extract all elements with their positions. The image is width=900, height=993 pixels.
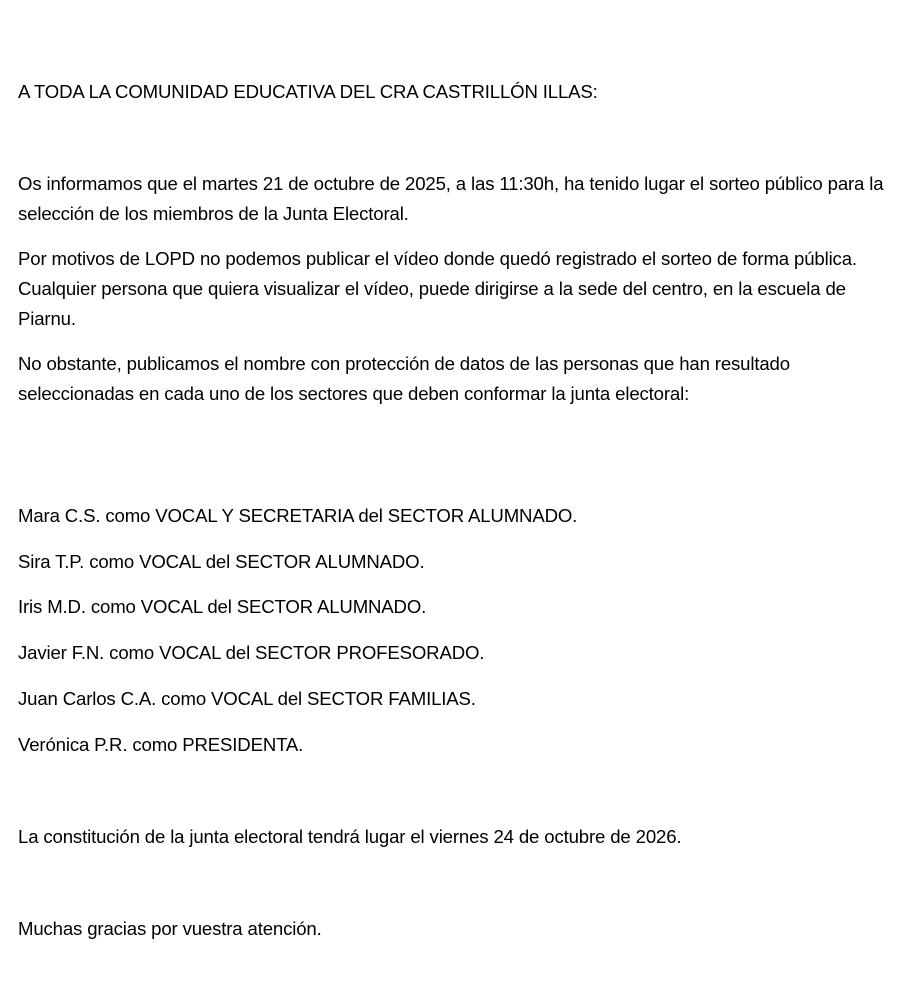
paragraph-sorteo: Os informamos que el martes 21 de octubre de 2025, a las 11:30h, ha tenido lugar el sorteo público para la selección de los miembros de la Junta Electoral. — [18, 173, 884, 224]
member-line: Iris M.D. como VOCAL del SECTOR ALUMNADO. — [18, 596, 427, 617]
member-line: Verónica P.R. como PRESIDENTA. — [18, 734, 304, 755]
member-line: Mara C.S. como VOCAL Y SECRETARIA del SECTOR ALUMNADO. — [18, 505, 578, 526]
member-line: Javier F.N. como VOCAL del SECTOR PROFESORADO. — [18, 642, 485, 663]
member-line: Juan Carlos C.A. como VOCAL del SECTOR FAMILIAS. — [18, 688, 476, 709]
paragraph-publicacion: No obstante, publicamos el nombre con protección de datos de las personas que han resultado seleccionadas en cada uno de los sectores que deben conformar la junta electoral: — [18, 353, 790, 404]
constitution-notice: La constitución de la junta electoral tendrá lugar el viernes 24 de octubre de 2026. — [18, 826, 682, 847]
paragraph-lopd: Por motivos de LOPD no podemos publicar el vídeo donde quedó registrado el sorteo de forma pública. Cualquier persona que quiera visualizar el vídeo, puede dirigirse a la sede del centro, en la escuela de Piarnu. — [18, 248, 857, 329]
document-heading: A TODA LA COMUNIDAD EDUCATIVA DEL CRA CASTRILLÓN ILLAS: — [18, 81, 598, 102]
member-line: Sira T.P. como VOCAL del SECTOR ALUMNADO. — [18, 551, 425, 572]
closing-line: Muchas gracias por vuestra atención. — [18, 918, 322, 939]
